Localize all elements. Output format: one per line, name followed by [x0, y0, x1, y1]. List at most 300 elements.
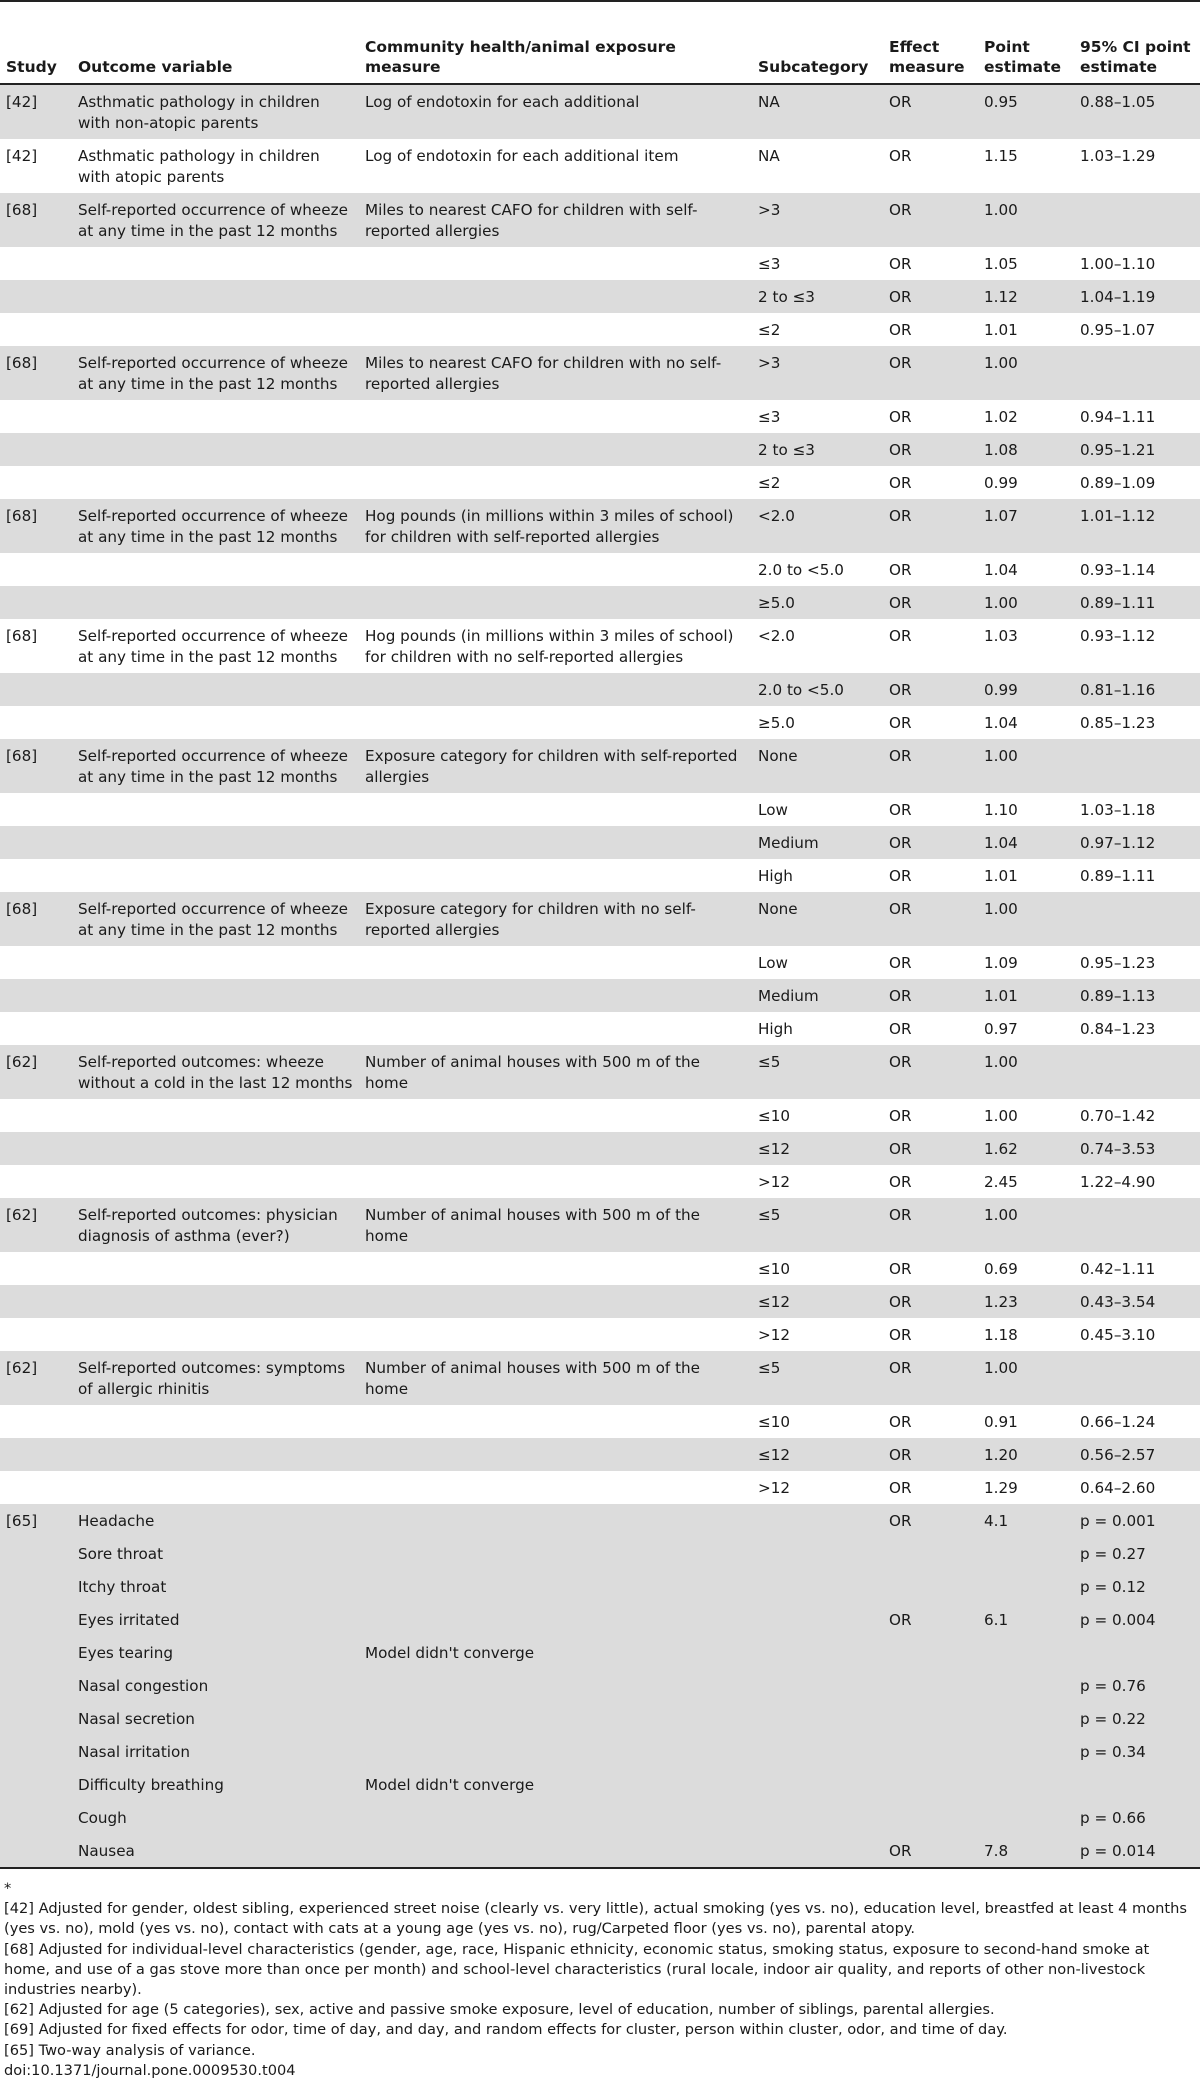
cell-measure [359, 1537, 752, 1570]
cell-point: 1.04 [978, 553, 1074, 586]
cell-subcategory: Medium [752, 979, 883, 1012]
cell-effect: OR [883, 466, 978, 499]
cell-effect: OR [883, 1165, 978, 1198]
table-row [0, 739, 1200, 793]
cell-ci: 0.42–1.11 [1074, 1252, 1200, 1285]
table-row [0, 586, 1200, 619]
cell-subcategory: ≤3 [752, 247, 883, 280]
cell-outcome [72, 1438, 359, 1471]
cell-study [0, 1318, 72, 1351]
table-row [0, 1537, 1200, 1570]
table-row [0, 826, 1200, 859]
cell-point: 2.45 [978, 1165, 1074, 1198]
header-measure: Community health/animal exposure measure [365, 38, 676, 76]
table-row [0, 1768, 1200, 1801]
cell-effect: OR [883, 1285, 978, 1318]
cell-point: 1.00 [978, 1045, 1074, 1099]
cell-point: 1.15 [978, 139, 1074, 193]
cell-measure [359, 1165, 752, 1198]
cell-effect: OR [883, 400, 978, 433]
cell-effect [883, 1768, 978, 1801]
cell-effect [883, 1801, 978, 1834]
header-study: Study [6, 58, 57, 76]
cell-outcome [72, 1285, 359, 1318]
cell-study: [42] [0, 84, 72, 139]
cell-point: 1.62 [978, 1132, 1074, 1165]
cell-study [0, 586, 72, 619]
cell-measure [359, 1504, 752, 1537]
cell-study [0, 1132, 72, 1165]
cell-point: 0.97 [978, 1012, 1074, 1045]
cell-effect: OR [883, 979, 978, 1012]
table-row [0, 1132, 1200, 1165]
table-row [0, 979, 1200, 1012]
cell-outcome [72, 247, 359, 280]
header-ci: 95% CI point estimate [1080, 38, 1191, 76]
header-effect: Effect measure [889, 38, 965, 76]
cell-measure [359, 1702, 752, 1735]
cell-measure: Exposure category for children with self-reported allergies [359, 739, 752, 793]
cell-effect: OR [883, 433, 978, 466]
table-row [0, 1285, 1200, 1318]
cell-measure: Log of endotoxin for each additional item [359, 139, 752, 193]
cell-point: 1.29 [978, 1471, 1074, 1504]
footnotes [0, 1869, 1200, 2081]
cell-subcategory: High [752, 1012, 883, 1045]
cell-study [0, 1702, 72, 1735]
cell-ci: 0.89–1.09 [1074, 466, 1200, 499]
cell-subcategory [752, 1537, 883, 1570]
cell-study [0, 553, 72, 586]
cell-subcategory [752, 1702, 883, 1735]
cell-effect [883, 1702, 978, 1735]
cell-point: 6.1 [978, 1603, 1074, 1636]
cell-ci: 1.22–4.90 [1074, 1165, 1200, 1198]
cell-ci: 0.89–1.11 [1074, 859, 1200, 892]
cell-measure: Model didn't converge [359, 1636, 752, 1669]
cell-outcome [72, 826, 359, 859]
cell-effect: OR [883, 706, 978, 739]
cell-study: [65] [0, 1504, 72, 1537]
cell-measure [359, 1603, 752, 1636]
cell-study [0, 1099, 72, 1132]
cell-ci: 0.56–2.57 [1074, 1438, 1200, 1471]
cell-subcategory: NA [752, 84, 883, 139]
cell-effect [883, 1735, 978, 1768]
cell-effect: OR [883, 1198, 978, 1252]
cell-subcategory: ≤5 [752, 1351, 883, 1405]
cell-measure: Miles to nearest CAFO for children with self-reported allergies [359, 193, 752, 247]
cell-measure [359, 946, 752, 979]
cell-effect: OR [883, 139, 978, 193]
cell-measure [359, 1252, 752, 1285]
cell-ci: p = 0.66 [1074, 1801, 1200, 1834]
cell-point: 1.07 [978, 499, 1074, 553]
cell-point: 1.01 [978, 313, 1074, 346]
cell-measure [359, 1669, 752, 1702]
cell-ci: 0.66–1.24 [1074, 1405, 1200, 1438]
table-row [0, 1702, 1200, 1735]
cell-measure [359, 1570, 752, 1603]
cell-ci [1074, 193, 1200, 247]
cell-ci [1074, 1198, 1200, 1252]
cell-ci: 0.81–1.16 [1074, 673, 1200, 706]
cell-measure [359, 979, 752, 1012]
cell-subcategory: None [752, 739, 883, 793]
cell-ci: 0.93–1.14 [1074, 553, 1200, 586]
cell-outcome: Self-reported occurrence of wheeze at any time in the past 12 months [72, 499, 359, 553]
cell-effect: OR [883, 1834, 978, 1868]
table-row [0, 553, 1200, 586]
cell-study: [62] [0, 1351, 72, 1405]
cell-study [0, 400, 72, 433]
cell-ci: 1.00–1.10 [1074, 247, 1200, 280]
cell-subcategory [752, 1834, 883, 1868]
table-row [0, 84, 1200, 139]
cell-effect: OR [883, 619, 978, 673]
cell-point: 1.12 [978, 280, 1074, 313]
table-row [0, 706, 1200, 739]
cell-effect: OR [883, 892, 978, 946]
cell-study [0, 1285, 72, 1318]
cell-ci: p = 0.22 [1074, 1702, 1200, 1735]
cell-point: 1.20 [978, 1438, 1074, 1471]
cell-subcategory: >3 [752, 193, 883, 247]
cell-subcategory: >3 [752, 346, 883, 400]
table-row [0, 139, 1200, 193]
header-point: Point estimate [984, 38, 1061, 76]
cell-ci: 0.84–1.23 [1074, 1012, 1200, 1045]
cell-measure [359, 706, 752, 739]
table-row [0, 1198, 1200, 1252]
cell-outcome [72, 1165, 359, 1198]
cell-point: 1.00 [978, 346, 1074, 400]
cell-study: [62] [0, 1198, 72, 1252]
cell-outcome: Nasal congestion [72, 1669, 359, 1702]
cell-point: 1.18 [978, 1318, 1074, 1351]
cell-outcome [72, 706, 359, 739]
cell-ci: p = 0.12 [1074, 1570, 1200, 1603]
cell-study [0, 1471, 72, 1504]
table-row [0, 892, 1200, 946]
cell-subcategory: Medium [752, 826, 883, 859]
table-row [0, 247, 1200, 280]
table-row [0, 1351, 1200, 1405]
cell-subcategory [752, 1801, 883, 1834]
cell-effect: OR [883, 1405, 978, 1438]
cell-point [978, 1702, 1074, 1735]
cell-measure [359, 280, 752, 313]
cell-study: [68] [0, 499, 72, 553]
cell-point: 1.00 [978, 1099, 1074, 1132]
table-row [0, 346, 1200, 400]
cell-outcome [72, 553, 359, 586]
cell-study [0, 946, 72, 979]
cell-point: 0.95 [978, 84, 1074, 139]
cell-point: 1.10 [978, 793, 1074, 826]
cell-point [978, 1636, 1074, 1669]
cell-study: [68] [0, 193, 72, 247]
cell-ci: 0.95–1.23 [1074, 946, 1200, 979]
cell-effect: OR [883, 1504, 978, 1537]
cell-ci: p = 0.014 [1074, 1834, 1200, 1868]
table-row [0, 1834, 1200, 1868]
cell-subcategory: 2 to ≤3 [752, 280, 883, 313]
cell-ci: 0.95–1.21 [1074, 433, 1200, 466]
cell-study [0, 1165, 72, 1198]
cell-study [0, 1735, 72, 1768]
cell-measure [359, 586, 752, 619]
cell-subcategory [752, 1603, 883, 1636]
cell-effect: OR [883, 859, 978, 892]
cell-point: 1.01 [978, 979, 1074, 1012]
table-row [0, 1318, 1200, 1351]
cell-subcategory [752, 1669, 883, 1702]
cell-ci: 0.94–1.11 [1074, 400, 1200, 433]
cell-subcategory: ≤12 [752, 1438, 883, 1471]
cell-outcome [72, 1471, 359, 1504]
cell-study [0, 793, 72, 826]
cell-outcome: Self-reported outcomes: physician diagnosis of asthma (ever?) [72, 1198, 359, 1252]
cell-subcategory: 2.0 to <5.0 [752, 673, 883, 706]
cell-measure [359, 793, 752, 826]
cell-point: 1.00 [978, 193, 1074, 247]
table-row [0, 1801, 1200, 1834]
cell-study: [42] [0, 139, 72, 193]
cell-subcategory [752, 1735, 883, 1768]
cell-point: 1.00 [978, 892, 1074, 946]
cell-effect: OR [883, 1132, 978, 1165]
cell-measure [359, 1471, 752, 1504]
cell-ci [1074, 1045, 1200, 1099]
cell-ci: 0.89–1.13 [1074, 979, 1200, 1012]
cell-study: [68] [0, 619, 72, 673]
cell-outcome [72, 280, 359, 313]
cell-point: 0.99 [978, 466, 1074, 499]
cell-ci: 0.85–1.23 [1074, 706, 1200, 739]
cell-study [0, 859, 72, 892]
table-row [0, 1012, 1200, 1045]
cell-measure [359, 1132, 752, 1165]
table-row [0, 313, 1200, 346]
cell-subcategory: >12 [752, 1471, 883, 1504]
cell-measure [359, 400, 752, 433]
cell-study [0, 706, 72, 739]
cell-ci: p = 0.76 [1074, 1669, 1200, 1702]
cell-study: [68] [0, 892, 72, 946]
header-outcome: Outcome variable [78, 58, 233, 76]
footnote-line: * [4, 1880, 12, 1897]
cell-point: 1.08 [978, 433, 1074, 466]
cell-measure [359, 1012, 752, 1045]
cell-ci: 0.88–1.05 [1074, 84, 1200, 139]
cell-measure: Number of animal houses with 500 m of the home [359, 1198, 752, 1252]
cell-study [0, 1252, 72, 1285]
cell-subcategory: >12 [752, 1165, 883, 1198]
cell-point: 7.8 [978, 1834, 1074, 1868]
cell-point: 4.1 [978, 1504, 1074, 1537]
cell-outcome [72, 673, 359, 706]
cell-point: 1.05 [978, 247, 1074, 280]
cell-measure [359, 1318, 752, 1351]
cell-ci: 0.64–2.60 [1074, 1471, 1200, 1504]
cell-subcategory: <2.0 [752, 499, 883, 553]
cell-measure: Hog pounds (in millions within 3 miles of school) for children with no self-reported allergies [359, 619, 752, 673]
table-row [0, 1099, 1200, 1132]
cell-effect: OR [883, 1252, 978, 1285]
cell-outcome: Eyes irritated [72, 1603, 359, 1636]
cell-subcategory [752, 1636, 883, 1669]
cell-effect: OR [883, 280, 978, 313]
cell-point: 1.23 [978, 1285, 1074, 1318]
cell-point [978, 1537, 1074, 1570]
cell-study [0, 1438, 72, 1471]
cell-outcome: Cough [72, 1801, 359, 1834]
cell-subcategory: ≤2 [752, 313, 883, 346]
cell-study [0, 979, 72, 1012]
cell-outcome: Self-reported occurrence of wheeze at any time in the past 12 months [72, 892, 359, 946]
cell-outcome: Difficulty breathing [72, 1768, 359, 1801]
doi-line: doi:10.1371/journal.pone.0009530.t004 [4, 2061, 296, 2079]
footnote-line: [69] Adjusted for fixed effects for odor, time of day, and day, and random effects for cluster, person within cluster, odor, and time of day. [4, 2021, 1008, 2039]
table-row [0, 1735, 1200, 1768]
cell-subcategory: ≤10 [752, 1099, 883, 1132]
cell-effect: OR [883, 1045, 978, 1099]
cell-point: 1.00 [978, 586, 1074, 619]
cell-effect: OR [883, 739, 978, 793]
cell-outcome [72, 1405, 359, 1438]
cell-measure [359, 673, 752, 706]
cell-ci: 1.01–1.12 [1074, 499, 1200, 553]
cell-subcategory: >12 [752, 1318, 883, 1351]
table-body [0, 84, 1200, 1868]
cell-measure [359, 313, 752, 346]
cell-outcome: Asthmatic pathology in children with non-atopic parents [72, 84, 359, 139]
table-header [0, 2, 1200, 84]
cell-ci: 0.89–1.11 [1074, 586, 1200, 619]
cell-outcome [72, 793, 359, 826]
cell-effect: OR [883, 1012, 978, 1045]
table-row [0, 619, 1200, 673]
cell-effect: OR [883, 1318, 978, 1351]
cell-point [978, 1669, 1074, 1702]
cell-effect [883, 1669, 978, 1702]
cell-measure [359, 1099, 752, 1132]
cell-study [0, 1603, 72, 1636]
cell-measure [359, 247, 752, 280]
footnote-line: [62] Adjusted for age (5 categories), sex, active and passive smoke exposure, level of education, number of siblings, parental allergies. [4, 2001, 995, 2019]
cell-subcategory: ≥5.0 [752, 586, 883, 619]
table-row [0, 433, 1200, 466]
cell-outcome: Nausea [72, 1834, 359, 1868]
cell-point [978, 1570, 1074, 1603]
cell-subcategory: ≤12 [752, 1132, 883, 1165]
table-row [0, 1669, 1200, 1702]
cell-ci: 1.03–1.29 [1074, 139, 1200, 193]
cell-study [0, 1537, 72, 1570]
cell-outcome [72, 1012, 359, 1045]
cell-measure [359, 1405, 752, 1438]
table-row [0, 673, 1200, 706]
cell-measure: Model didn't converge [359, 1768, 752, 1801]
cell-effect [883, 1636, 978, 1669]
table-row [0, 1471, 1200, 1504]
table-row [0, 1405, 1200, 1438]
table-row [0, 1636, 1200, 1669]
cell-measure: Log of endotoxin for each additional [359, 84, 752, 139]
cell-subcategory: NA [752, 139, 883, 193]
cell-study [0, 1669, 72, 1702]
cell-effect: OR [883, 1471, 978, 1504]
cell-effect: OR [883, 946, 978, 979]
cell-subcategory: ≤12 [752, 1285, 883, 1318]
cell-subcategory: <2.0 [752, 619, 883, 673]
cell-outcome [72, 313, 359, 346]
cell-point: 1.03 [978, 619, 1074, 673]
cell-outcome [72, 979, 359, 1012]
cell-ci [1074, 346, 1200, 400]
cell-ci: 0.43–3.54 [1074, 1285, 1200, 1318]
cell-study [0, 1405, 72, 1438]
table-row [0, 1045, 1200, 1099]
cell-effect: OR [883, 553, 978, 586]
cell-study [0, 1768, 72, 1801]
cell-outcome: Self-reported outcomes: wheeze without a cold in the last 12 months [72, 1045, 359, 1099]
cell-outcome [72, 466, 359, 499]
table-row [0, 466, 1200, 499]
cell-point: 0.91 [978, 1405, 1074, 1438]
cell-outcome [72, 586, 359, 619]
cell-outcome: Self-reported occurrence of wheeze at any time in the past 12 months [72, 619, 359, 673]
cell-outcome [72, 400, 359, 433]
cell-outcome [72, 1252, 359, 1285]
cell-ci: 0.45–3.10 [1074, 1318, 1200, 1351]
cell-subcategory [752, 1768, 883, 1801]
cell-effect: OR [883, 1438, 978, 1471]
cell-subcategory: None [752, 892, 883, 946]
cell-study [0, 1570, 72, 1603]
footnote-line: [65] Two-way analysis of variance. [4, 2041, 256, 2059]
cell-point: 1.01 [978, 859, 1074, 892]
cell-point: 0.69 [978, 1252, 1074, 1285]
cell-measure [359, 826, 752, 859]
cell-point: 1.02 [978, 400, 1074, 433]
footnote-line: [42] Adjusted for gender, oldest sibling, experienced street noise (clearly vs. very little), actual smoking (yes vs. no), education level, breastfed at least 4 months (yes vs. no), mold (yes vs. no), contact with cats at a young age (yes vs. no), rug/Carpeted floor (yes vs. no), parental atopy. [4, 1900, 1187, 1938]
cell-outcome [72, 946, 359, 979]
cell-outcome [72, 1132, 359, 1165]
cell-outcome [72, 1099, 359, 1132]
cell-subcategory: High [752, 859, 883, 892]
cell-effect: OR [883, 826, 978, 859]
cell-study [0, 673, 72, 706]
results-table [0, 2, 1200, 1869]
cell-study [0, 1636, 72, 1669]
cell-outcome: Sore throat [72, 1537, 359, 1570]
cell-study [0, 1012, 72, 1045]
cell-study [0, 1834, 72, 1868]
cell-subcategory: ≤5 [752, 1045, 883, 1099]
cell-measure [359, 1735, 752, 1768]
cell-effect: OR [883, 313, 978, 346]
cell-point: 1.00 [978, 1198, 1074, 1252]
cell-measure [359, 466, 752, 499]
cell-point: 1.04 [978, 826, 1074, 859]
cell-subcategory [752, 1504, 883, 1537]
cell-ci: p = 0.001 [1074, 1504, 1200, 1537]
cell-ci: 0.93–1.12 [1074, 619, 1200, 673]
cell-outcome: Self-reported occurrence of wheeze at any time in the past 12 months [72, 193, 359, 247]
table-row [0, 1438, 1200, 1471]
